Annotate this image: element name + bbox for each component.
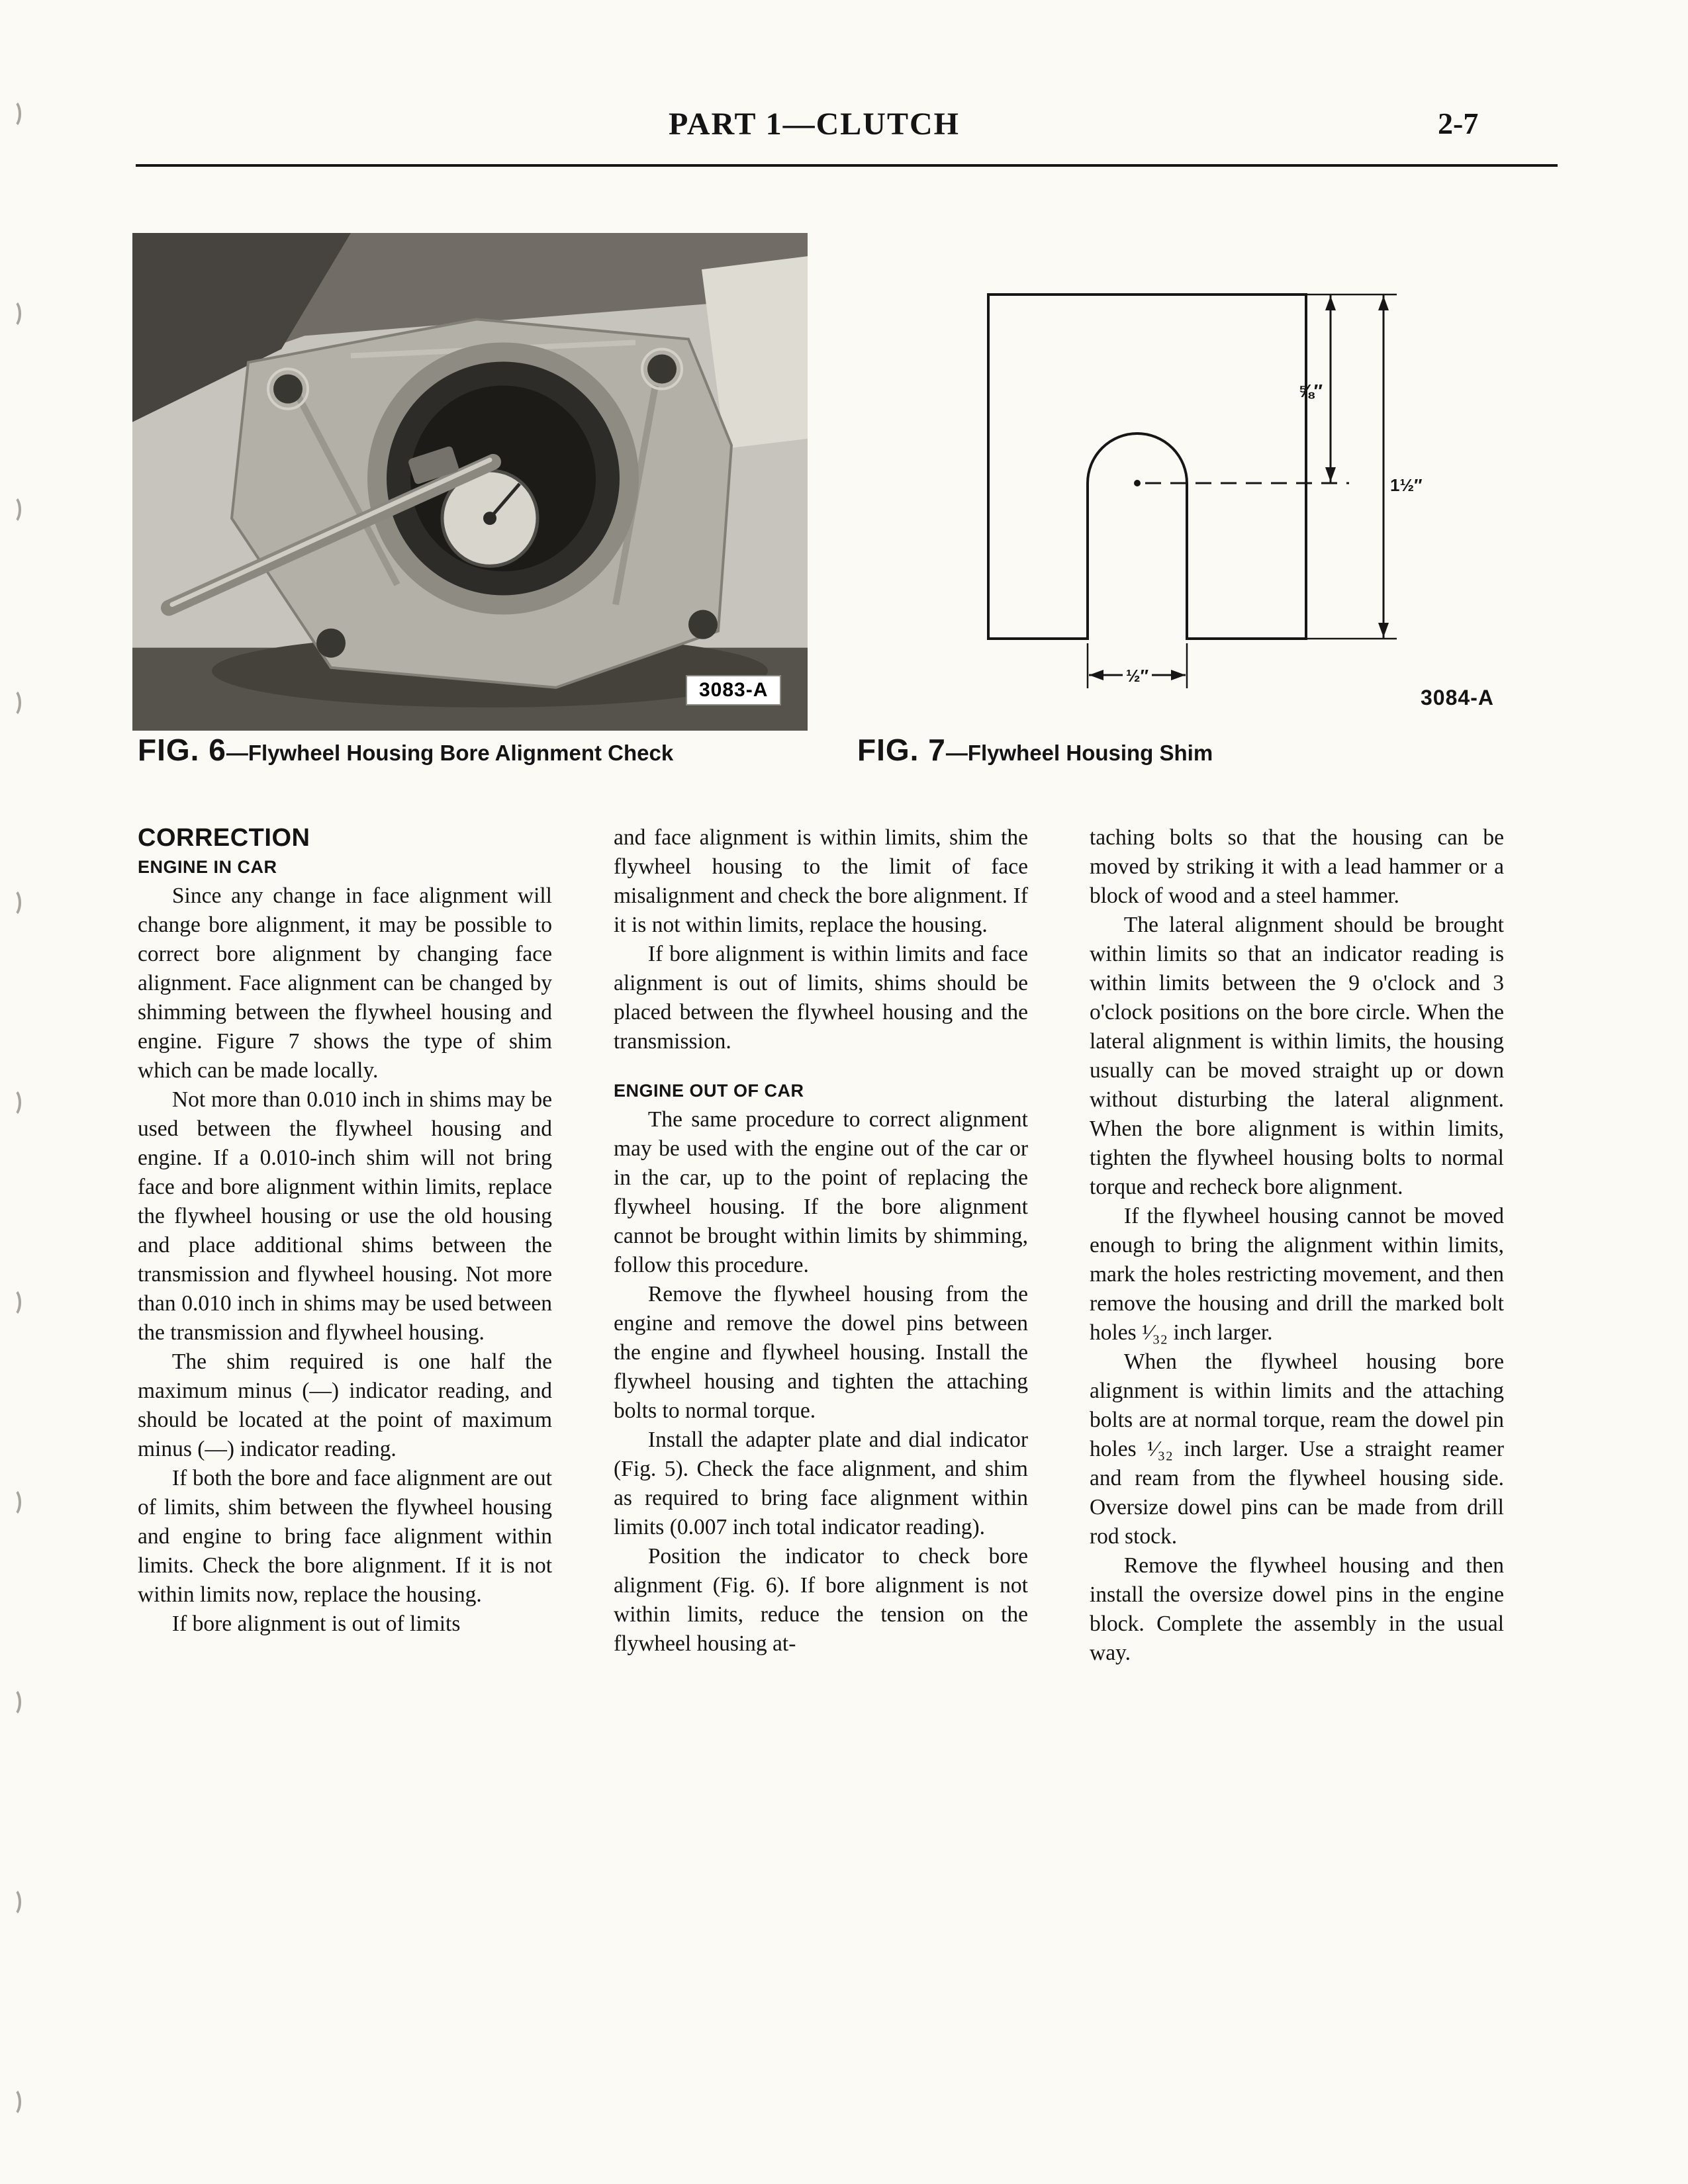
paragraph: Not more than 0.010 inch in shims may be used between the flywheel housing and engine. If a 0.010-inch shim will not bring face and bore alignment within limits, replace the flywheel housing or use the old housing and place additional shims between the transmission and flywheel housing. Not more than 0.010 inch in shims may be used between the transmission and flywheel housing.	[138, 1087, 552, 1345]
fig7-drawing	[978, 278, 1429, 728]
dim-slot-label: ½″	[1125, 666, 1149, 686]
paragraph: The same procedure to correct alignment may be used with the engine out of the car or in the car, up to the point of replacing the flywheel housing. If the bore alignment cannot be brought within limits by shimming, follow this procedure.	[614, 1107, 1028, 1277]
fig6-code-label: 3083-A	[686, 675, 781, 705]
page-number: 2-7	[1438, 107, 1479, 140]
binding-mark	[4, 1088, 21, 1117]
paragraph: and face alignment is within limits, shim the flywheel housing to the limit of face misalignment and check the bore alignment. If it is not within limits, replace the housing.	[614, 825, 1028, 937]
paragraph: The lateral alignment should be brought within limits so that an indicator reading is within limits between the 9 o'clock and 3 o'clock positions on the bore circle. When the lateral alignment is within limits, the housing usually can be moved straight up or down without disturbing the lateral alignment. When the bore alignment is within limits, tighten the flywheel housing bolts to normal torque and recheck bore alignment.	[1090, 913, 1504, 1199]
subsection-heading: ENGINE OUT OF CAR	[614, 1081, 804, 1101]
subsection-heading: ENGINE IN CAR	[138, 857, 277, 877]
fig6-caption	[138, 732, 673, 768]
fig7-code-label: 3084-A	[1421, 686, 1494, 709]
column-right	[1090, 823, 1504, 1668]
paragraph: When the flywheel housing bore alignment is within limits and the attaching bolts are at normal torque, ream the dowel pin holes ¹⁄₃₂ inch larger. Use a straight reamer and ream from the flywheel housing side. Oversize dowel pins can be made from drill rod stock.	[1090, 1349, 1504, 1549]
paragraph: If both the bore and face alignment are out of limits, shim between the flywheel housing and engine to bring face alignment within limits. Check the bore alignment. If it is not within limits now, replace the housing.	[138, 1466, 552, 1607]
fig7-caption	[857, 732, 1213, 768]
page-title: PART 1—CLUTCH	[669, 107, 960, 142]
fig7-label: FIG. 7	[857, 733, 946, 767]
slot-center-dot	[1134, 480, 1141, 486]
binding-mark	[4, 688, 21, 717]
paragraph: If bore alignment is out of limits	[171, 1612, 461, 1636]
paragraph: Position the indicator to check bore alignment (Fig. 6). If bore alignment is not within limits, reduce the tension on the flywheel housing at-	[614, 1544, 1028, 1656]
dim-top-label: ⅝″	[1298, 381, 1323, 401]
paragraph: Remove the flywheel housing and then install the oversize dowel pins in the engine block. Complete the assembly in the usual way.	[1090, 1553, 1504, 1665]
binding-mark	[4, 299, 21, 328]
text-columns	[138, 823, 1505, 1668]
binding-mark	[4, 1888, 21, 1917]
section-heading: CORRECTION	[138, 824, 310, 852]
paragraph: Remove the flywheel housing from the engine and remove the dowel pins between the engine and flywheel housing. Install the flywheel housing and tighten the attaching bolts to normal torque.	[614, 1282, 1028, 1423]
paragraph: If bore alignment is within limits and face alignment is out of limits, shims should be placed between the flywheel housing and the transmission.	[614, 942, 1028, 1054]
binding-mark	[4, 1488, 21, 1517]
binding-mark	[4, 888, 21, 917]
paragraph: taching bolts so that the housing can be moved by striking it with a lead hammer or a block of wood and a steel hammer.	[1090, 825, 1504, 908]
fig6-caption-text: —Flywheel Housing Bore Alignment Check	[226, 741, 674, 765]
fig7-caption-text: —Flywheel Housing Shim	[945, 741, 1213, 765]
binding-mark	[4, 2087, 21, 2116]
paragraph: Since any change in face alignment will change bore alignment, it may be possible to correct bore alignment by changing face alignment. Face alignment can be changed by shimming between the flywheel housing and engine. Figure 7 shows the type of shim which can be made locally.	[138, 884, 552, 1083]
column-middle	[614, 823, 1028, 1668]
fig6-photo	[132, 233, 808, 731]
shim-outline	[988, 295, 1306, 639]
dim-height-label: 1½″	[1390, 475, 1423, 495]
binding-mark	[4, 495, 21, 524]
flywheel-housing-photo-illustration	[132, 233, 808, 731]
paragraph: If the flywheel housing cannot be moved enough to bring the alignment within limits, mark the holes restricting movement, and then remove the housing and drill the marked bolt holes ¹⁄₃₂ inch larger.	[1090, 1204, 1504, 1345]
header-divider	[136, 164, 1558, 167]
binding-mark	[4, 1688, 21, 1717]
paragraph: Install the adapter plate and dial indicator (Fig. 5). Check the face alignment, and shim as required to bring face alignment within limits (0.007 inch total indicator reading).	[614, 1428, 1028, 1539]
column-left	[138, 823, 552, 1668]
binding-mark	[4, 1288, 21, 1317]
shim-diagram	[978, 278, 1429, 728]
fig6-label: FIG. 6	[138, 733, 226, 767]
paragraph: The shim required is one half the maximum minus (—) indicator reading, and should be located at the point of maximum minus (—) indicator reading.	[138, 1349, 552, 1461]
